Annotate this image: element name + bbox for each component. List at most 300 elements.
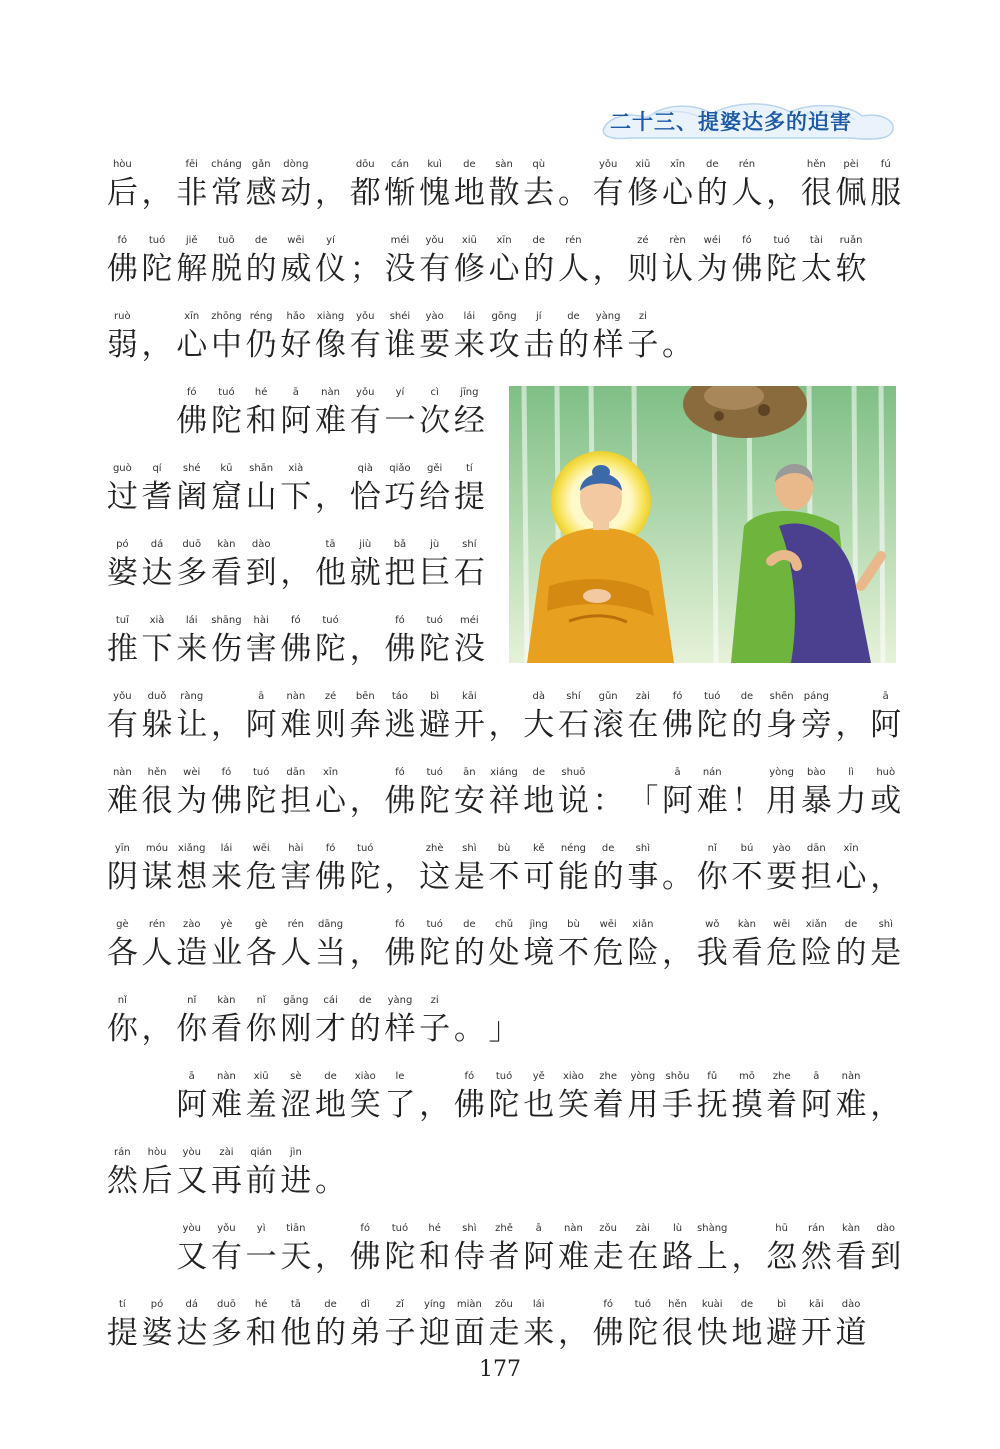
- hanzi: 给: [419, 479, 451, 515]
- pinyin: dì: [360, 1299, 370, 1310]
- hanzi: 人: [280, 935, 312, 971]
- ruby-char: [279, 765, 314, 821]
- ruby-char: [105, 917, 140, 973]
- ruby-char: [487, 841, 522, 897]
- pinyin: [209, 689, 244, 705]
- ruby-char: [140, 993, 175, 1049]
- hanzi: 佛: [384, 783, 416, 819]
- ruby-char: [452, 765, 487, 821]
- hanzi: 你: [245, 1011, 277, 1047]
- ruby-char: [487, 1069, 522, 1125]
- hanzi: 路: [662, 1239, 694, 1275]
- pinyin: ā: [535, 1223, 542, 1234]
- ruby-char: [174, 385, 209, 441]
- ruby-char: [105, 993, 140, 1049]
- hanzi: 了: [384, 1087, 416, 1123]
- hanzi: 又: [176, 1163, 208, 1199]
- hanzi: 地: [315, 1087, 347, 1123]
- ruby-char: [591, 689, 626, 745]
- pinyin: ā: [813, 1071, 820, 1082]
- ruby-char: [730, 841, 765, 897]
- hanzi: 陀: [488, 1087, 520, 1123]
- ruby-char: [487, 689, 522, 745]
- pinyin: nǐ: [707, 843, 717, 854]
- ruby-char: [764, 1221, 799, 1277]
- hanzi: 修: [453, 251, 485, 287]
- hanzi: 婆: [141, 1315, 173, 1351]
- hanzi: 后: [141, 1163, 173, 1199]
- pinyin: fó: [186, 387, 197, 398]
- ruby-char: [487, 233, 522, 289]
- pinyin: lái: [220, 843, 233, 854]
- pinyin: táo: [391, 691, 409, 702]
- hanzi: 陀: [696, 707, 728, 743]
- pinyin: hé: [428, 1223, 441, 1234]
- ruby-char: [140, 841, 175, 897]
- hanzi: 我: [696, 935, 728, 971]
- ruby-char: [174, 461, 209, 517]
- hanzi: 认: [662, 251, 694, 287]
- hanzi: 走: [488, 1315, 520, 1351]
- hanzi: 忽: [766, 1239, 798, 1275]
- hanzi: 弟: [349, 1315, 381, 1351]
- pinyin: kàn: [217, 995, 236, 1006]
- ruby-char: [279, 1297, 314, 1353]
- hanzi: 躲: [141, 707, 173, 743]
- ruby-char: [174, 1297, 209, 1353]
- ruby-char: [452, 689, 487, 745]
- pinyin: gōng: [491, 311, 517, 322]
- pinyin: zhě: [495, 1223, 513, 1234]
- hanzi: 子: [627, 327, 659, 363]
- ruby-char: [799, 917, 834, 973]
- hanzi: 阿: [176, 1087, 208, 1123]
- hanzi: 危: [766, 935, 798, 971]
- hanzi: 的: [696, 175, 728, 211]
- ruby-char: [452, 917, 487, 973]
- hanzi: 境: [523, 935, 555, 971]
- pinyin: dà: [532, 691, 545, 702]
- pinyin: tuó: [322, 615, 339, 626]
- hanzi: 着: [592, 1087, 624, 1123]
- ruby-char: [556, 841, 591, 897]
- pinyin: shì: [878, 919, 893, 930]
- ruby-char: [695, 917, 730, 973]
- hanzi: 佛: [384, 935, 416, 971]
- pinyin: shì: [462, 843, 477, 854]
- hanzi: ，: [662, 935, 694, 971]
- hanzi: 害: [245, 631, 277, 667]
- hanzi: 的: [453, 935, 485, 971]
- ruby-char: [626, 1069, 661, 1125]
- ruby-char: [660, 689, 695, 745]
- pinyin: yǒu: [425, 235, 444, 246]
- hanzi: 感: [245, 175, 277, 211]
- hanzi: 难: [210, 1087, 242, 1123]
- ruby-char: [209, 461, 244, 517]
- pinyin: tuó: [426, 767, 443, 778]
- pinyin: [383, 841, 418, 857]
- pinyin: dào: [841, 1299, 861, 1310]
- pinyin: fó: [395, 919, 405, 930]
- text-line: [0, 917, 1000, 977]
- ruby-char: [209, 765, 244, 821]
- pinyin: de: [844, 919, 858, 930]
- hanzi: 迎: [419, 1315, 451, 1351]
- ruby-char: [521, 841, 556, 897]
- pinyin: kāi: [461, 691, 477, 702]
- pinyin: fó: [742, 235, 752, 246]
- pinyin: [313, 157, 348, 173]
- pinyin: fó: [117, 235, 128, 246]
- pinyin: kuài: [701, 1299, 723, 1310]
- hanzi: ，: [141, 175, 173, 211]
- pinyin: yǒu: [356, 387, 375, 398]
- pinyin: de: [463, 159, 476, 170]
- pinyin: xīn: [670, 159, 686, 170]
- ruby-char: [764, 233, 799, 289]
- ruby-char: [209, 309, 244, 365]
- pinyin: yì: [256, 1223, 266, 1234]
- hanzi: 然: [800, 1239, 832, 1275]
- hanzi: 这: [419, 859, 451, 895]
- pinyin: xīn: [184, 311, 200, 322]
- pinyin: fó: [360, 1223, 371, 1234]
- hanzi: 危: [592, 935, 624, 971]
- pinyin: [487, 689, 522, 705]
- ruby-char: [174, 765, 209, 821]
- hanzi: 有: [419, 251, 451, 287]
- ruby-char: [383, 993, 418, 1049]
- text-line: [0, 689, 1000, 749]
- ruby-char: [764, 157, 799, 213]
- pinyin: zi: [430, 995, 439, 1006]
- hanzi: 佛: [210, 783, 242, 819]
- ruby-char: [521, 157, 556, 213]
- ruby-char: [209, 157, 244, 213]
- hanzi: 下: [280, 479, 312, 515]
- ruby-char: [383, 461, 418, 517]
- ruby-char: [626, 1297, 661, 1353]
- ruby-char: [383, 233, 418, 289]
- ruby-char: [799, 1221, 834, 1277]
- hanzi: 。: [453, 1011, 485, 1047]
- ruby-char: [383, 1221, 418, 1277]
- ruby-char: [660, 1221, 695, 1277]
- pinyin: de: [358, 995, 372, 1006]
- pinyin: rén: [738, 159, 756, 170]
- ruby-char: [174, 1069, 209, 1125]
- hanzi: 威: [280, 251, 312, 287]
- hanzi: 佛: [453, 1087, 485, 1123]
- pinyin: [660, 917, 695, 933]
- pinyin: de: [324, 1071, 337, 1082]
- pinyin: yǒu: [356, 311, 375, 322]
- pinyin: [348, 765, 383, 781]
- pinyin: wēi: [599, 919, 617, 930]
- hanzi: 都: [349, 175, 381, 211]
- hanzi: 次: [419, 403, 451, 439]
- ruby-char: [799, 233, 834, 289]
- ruby-char: [452, 613, 487, 669]
- ruby-char: [313, 765, 348, 821]
- ruby-char: [417, 537, 452, 593]
- hanzi: ，: [419, 1087, 451, 1123]
- pinyin: yòu: [182, 1147, 201, 1158]
- pinyin: yè: [220, 919, 233, 930]
- pinyin: bú: [740, 843, 754, 854]
- hanzi: 达: [176, 1315, 208, 1351]
- pinyin: wèi: [183, 767, 201, 778]
- ruby-char: [279, 233, 314, 289]
- pinyin: shì: [462, 1223, 477, 1234]
- pinyin: xiǎng: [177, 843, 206, 854]
- ruby-char: [660, 157, 695, 213]
- ruby-char: [209, 917, 244, 973]
- ruby-char: [348, 613, 383, 669]
- ruby-char: [799, 157, 834, 213]
- pinyin: [730, 1221, 765, 1237]
- hanzi: 解: [176, 251, 208, 287]
- pinyin: kāi: [808, 1299, 824, 1310]
- hanzi: 快: [696, 1315, 728, 1351]
- ruby-char: [209, 385, 244, 441]
- ruby-char: [105, 689, 140, 745]
- pinyin: zǐ: [395, 1299, 404, 1310]
- ruby-char: [799, 689, 834, 745]
- hanzi: 侍: [453, 1239, 485, 1275]
- pinyin: ā: [292, 387, 299, 398]
- pinyin: fó: [603, 1299, 613, 1310]
- pinyin: [313, 1145, 348, 1161]
- pinyin: fú: [880, 159, 891, 170]
- ruby-char: [521, 1069, 556, 1125]
- ruby-char: [348, 385, 383, 441]
- ruby-char: [313, 1297, 348, 1353]
- hanzi: 人: [731, 175, 763, 211]
- ruby-char: [383, 385, 418, 441]
- pinyin: zé: [637, 235, 649, 246]
- hanzi: 让: [176, 707, 208, 743]
- pinyin: yào: [772, 843, 791, 854]
- hanzi: ，: [488, 707, 520, 743]
- pinyin: yòng: [769, 767, 794, 778]
- ruby-char: [105, 613, 140, 669]
- hanzi: 陀: [419, 935, 451, 971]
- pinyin: [140, 993, 175, 1009]
- ruby-char: [313, 537, 348, 593]
- ruby-char: [174, 157, 209, 213]
- ruby-char: [383, 841, 418, 897]
- hanzi: ，: [835, 707, 867, 743]
- ruby-char: [660, 233, 695, 289]
- ruby-char: [417, 993, 452, 1049]
- ruby-char: [244, 1145, 279, 1201]
- ruby-char: [730, 765, 765, 821]
- pinyin: yǒu: [598, 159, 618, 170]
- ruby-char: [140, 233, 175, 289]
- hanzi: 攻: [488, 327, 520, 363]
- hanzi: 险: [627, 935, 659, 971]
- pinyin: gěi: [427, 463, 443, 474]
- ruby-char: [834, 841, 869, 897]
- ruby-char: [556, 765, 591, 821]
- hanzi: ，: [870, 859, 902, 895]
- pinyin: nàn: [217, 1071, 236, 1082]
- hanzi: 的: [349, 1011, 381, 1047]
- ruby-char: [591, 309, 626, 365]
- ruby-char: [105, 765, 140, 821]
- hanzi: 难: [557, 1239, 589, 1275]
- hanzi: 也: [523, 1087, 555, 1123]
- ruby-char: [244, 385, 279, 441]
- pinyin: [730, 765, 765, 781]
- hanzi: 涩: [280, 1087, 312, 1123]
- hanzi: 心: [176, 327, 208, 363]
- ruby-char: [348, 1221, 383, 1277]
- ruby-char: [279, 461, 314, 517]
- pinyin: shàng: [697, 1223, 728, 1234]
- pinyin: fó: [291, 615, 301, 626]
- hanzi: ，: [557, 1315, 589, 1351]
- hanzi: 笑: [557, 1087, 589, 1123]
- ruby-char: [313, 917, 348, 973]
- ruby-char: [868, 1069, 903, 1125]
- hanzi: 谋: [141, 859, 173, 895]
- pinyin: xiàng: [316, 311, 345, 322]
- hanzi: 服: [870, 175, 902, 211]
- hanzi: 他: [280, 1315, 312, 1351]
- ruby-char: [764, 917, 799, 973]
- ruby-char: [417, 689, 452, 745]
- ruby-char: [591, 233, 626, 289]
- story-illustration: [509, 386, 896, 663]
- hanzi: 不: [731, 859, 763, 895]
- pinyin: [764, 157, 799, 173]
- pinyin: tuó: [704, 691, 721, 702]
- ruby-char: [660, 917, 695, 973]
- hanzi: 又: [176, 1239, 208, 1275]
- ruby-char: [244, 917, 279, 973]
- hanzi: 子: [384, 1315, 416, 1351]
- pinyin: rán: [808, 1223, 825, 1234]
- text-line: [0, 1221, 1000, 1281]
- ruby-char: [383, 689, 418, 745]
- ruby-char: [452, 157, 487, 213]
- ruby-char: [244, 233, 279, 289]
- hanzi: 来: [453, 327, 485, 363]
- hanzi: 笑: [349, 1087, 381, 1123]
- ruby-char: [244, 537, 279, 593]
- pinyin: yí: [395, 387, 405, 398]
- hanzi: 很: [141, 783, 173, 819]
- pinyin: hé: [254, 1299, 268, 1310]
- ruby-char: [244, 461, 279, 517]
- hanzi: ，: [349, 935, 381, 971]
- ruby-char: [105, 1297, 140, 1353]
- hanzi: 刚: [280, 1011, 312, 1047]
- hanzi: 心: [315, 783, 347, 819]
- ruby-char: [140, 765, 175, 821]
- ruby-char: [348, 461, 383, 517]
- pinyin: nàn: [321, 387, 340, 398]
- pinyin: xià: [288, 463, 304, 474]
- pinyin: shēn: [769, 691, 794, 702]
- ruby-char: [313, 689, 348, 745]
- pinyin: yíng: [423, 1299, 446, 1310]
- ruby-char: [313, 461, 348, 517]
- pinyin: ā: [674, 767, 681, 778]
- ruby-char: [591, 841, 626, 897]
- hanzi: 走: [592, 1239, 624, 1275]
- pinyin: xiū: [461, 235, 477, 246]
- hanzi: 和: [419, 1239, 451, 1275]
- pinyin: ā: [188, 1071, 195, 1082]
- hanzi: ，: [315, 479, 347, 515]
- hanzi: 然: [106, 1163, 138, 1199]
- ruby-char: [452, 233, 487, 289]
- pinyin: yào: [425, 311, 444, 322]
- hanzi: 陀: [384, 1239, 416, 1275]
- pinyin: jiù: [359, 539, 372, 550]
- pinyin: ān: [463, 767, 476, 778]
- hanzi: 阿: [245, 707, 277, 743]
- ruby-char: [140, 917, 175, 973]
- pinyin: wēi: [773, 919, 791, 930]
- hanzi: 多: [210, 1315, 242, 1351]
- hanzi: 阇: [176, 479, 208, 515]
- pinyin: bì: [430, 691, 440, 702]
- hanzi: 陀: [419, 631, 451, 667]
- pinyin: lái: [463, 311, 476, 322]
- pinyin: xīn: [323, 767, 339, 778]
- ruby-char: [660, 1297, 695, 1353]
- pinyin: jiě: [185, 235, 198, 246]
- pinyin: [348, 233, 383, 249]
- hanzi: 才: [315, 1011, 347, 1047]
- text-line: [0, 233, 1000, 293]
- ruby-char: [279, 689, 314, 745]
- pinyin: shé: [182, 463, 201, 474]
- pinyin: zào: [182, 919, 201, 930]
- ruby-char: [313, 385, 348, 441]
- ruby-char: [868, 841, 903, 897]
- hanzi: 身: [766, 707, 798, 743]
- hanzi: 的: [835, 935, 867, 971]
- ruby-char: [730, 157, 765, 213]
- hanzi: 婆: [106, 555, 138, 591]
- hanzi: 想: [176, 859, 208, 895]
- pinyin: tuó: [426, 919, 443, 930]
- hanzi: 。: [557, 175, 589, 211]
- hanzi: 佛: [384, 631, 416, 667]
- hanzi: 难: [696, 783, 728, 819]
- hanzi: 各: [245, 935, 277, 971]
- pinyin: fó: [395, 615, 405, 626]
- hanzi: 愧: [419, 175, 451, 211]
- ruby-char: [417, 309, 452, 365]
- pinyin: de: [567, 311, 580, 322]
- pinyin: tuī: [115, 615, 129, 626]
- ruby-char: [348, 841, 383, 897]
- ruby-char: [417, 841, 452, 897]
- ruby-char: [556, 917, 591, 973]
- pinyin: chǔ: [494, 919, 514, 930]
- ruby-char: [452, 385, 487, 441]
- hanzi: 阿: [870, 707, 902, 743]
- ruby-char: [452, 1069, 487, 1125]
- pinyin: nàn: [112, 767, 132, 778]
